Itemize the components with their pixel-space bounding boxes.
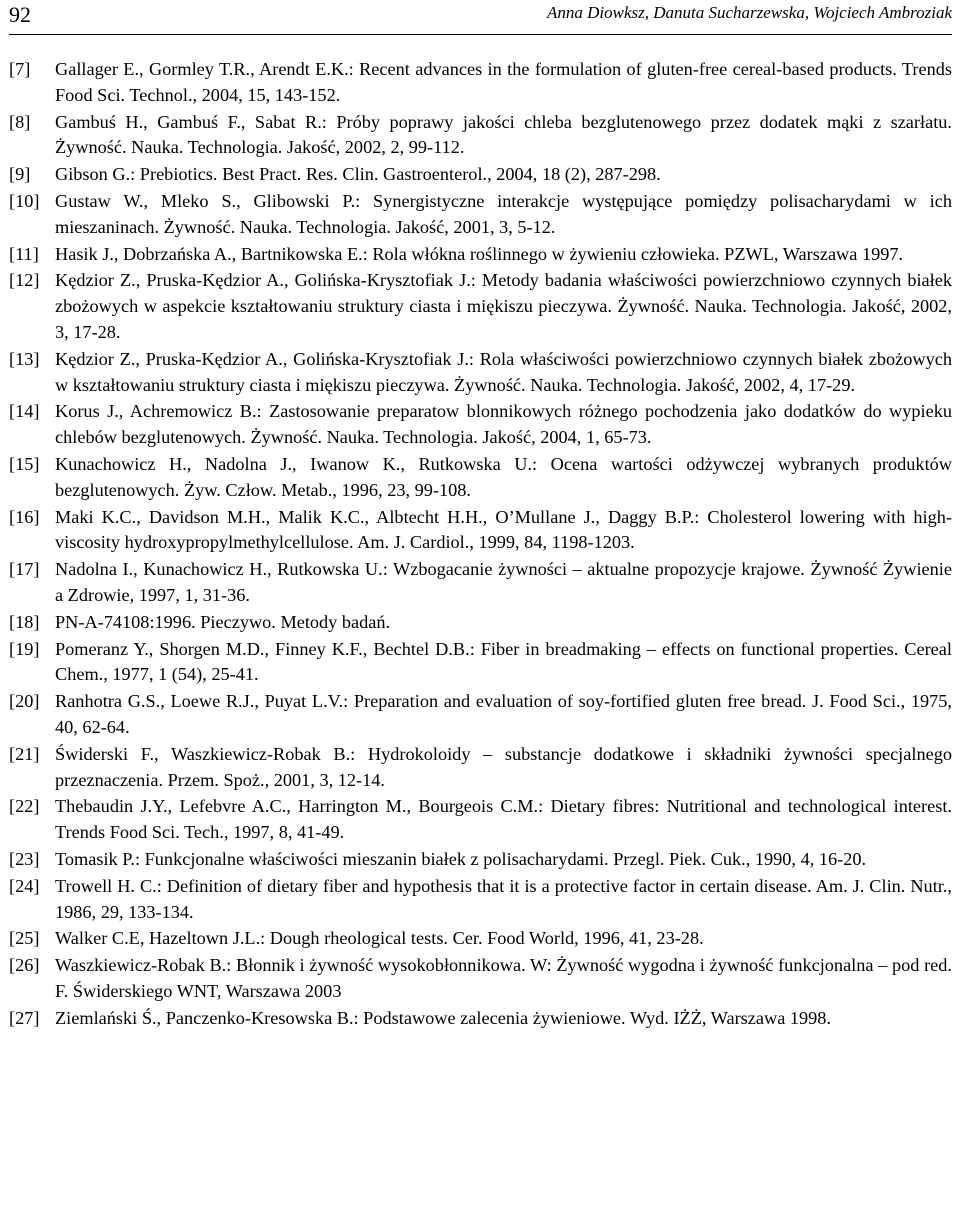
reference-text: Pomeranz Y., Shorgen M.D., Finney K.F., Bechtel D.B.: Fiber in breadmaking – effects on functional properties. Cereal Chem., 1977, 1 (54), 25-41. (55, 638, 952, 685)
reference-number: [14] (9, 401, 40, 422)
reference-text: Maki K.C., Davidson M.H., Malik K.C., Albtecht H.H., O’Mullane J., Daggy B.P.: Cholesterol lowering with high-viscosity hydroxypropylmethylcellulose. Am. J. Cardiol., 1999, 84, 1198-1203. (55, 506, 952, 553)
reference-item (9, 874, 952, 926)
reference-number: [18] (9, 611, 40, 632)
reference-text: Gambuś H., Gambuś F., Sabat R.: Próby poprawy jakości chleba bezglutenowego przez dodatek mąki z szarłatu. Żywność. Nauka. Technologia. Jakość, 2002, 2, 99-112. (55, 111, 952, 158)
reference-number: [21] (9, 743, 40, 764)
running-head-authors: Anna Diowksz, Danuta Sucharzewska, Wojciech Ambroziak (547, 3, 952, 22)
reference-item (9, 242, 952, 268)
reference-number: [12] (9, 270, 40, 291)
reference-text: Kunachowicz H., Nadolna J., Iwanow K., Rutkowska U.: Ocena wartości odżywczej wybranych produktów bezglutenowych. Żyw. Człow. Metab., 1996, 23, 99-108. (55, 453, 952, 500)
reference-item (9, 794, 952, 846)
reference-text: Kędzior Z., Pruska-Kędzior A., Golińska-Krysztofiak J.: Rola właściwości powierzchniowo czynnych białek zbożowych w kształtowaniu struktury ciasta i miękiszu pieczywa. Żywność. Nauka. Technologia. Jakość, 2002, 4, 17-29. (55, 348, 952, 395)
reference-text: Waszkiewicz-Robak B.: Błonnik i żywność wysokobłonnikowa. W: Żywność wygodna i żywność funkcjonalna – pod red. F. Świderskiego WNT, Warszawa 2003 (55, 955, 952, 1001)
reference-item (9, 452, 952, 504)
reference-item (9, 57, 952, 109)
reference-number: [15] (9, 453, 40, 474)
reference-number: [27] (9, 1007, 40, 1028)
reference-text: Gustaw W., Mleko S., Glibowski P.: Synergistyczne interakcje występujące pomiędzy polisacharydami w ich mieszaninach. Żywność. Nauka. Technologia. Jakość, 2001, 3, 5-12. (55, 190, 952, 237)
reference-text: Korus J., Achremowicz B.: Zastosowanie preparatow blonnikowych różnego pochodzenia jako dodatków do wypieku chlebów bezglutenowych. Żywność. Nauka. Technologia. Jakość, 2004, 1, 65-73. (55, 401, 952, 448)
reference-text: Tomasik P.: Funkcjonalne właściwości mieszanin białek z polisacharydami. Przegl. Piek. Cuk., 1990, 4, 16-20. (55, 848, 867, 869)
reference-item (9, 926, 952, 952)
reference-number: [9] (9, 164, 31, 185)
reference-number: [25] (9, 928, 40, 949)
reference-item (9, 505, 952, 557)
reference-number: [23] (9, 848, 40, 869)
reference-text: Gibson G.: Prebiotics. Best Pract. Res. Clin. Gastroenterol., 2004, 18 (2), 287-298. (55, 164, 661, 185)
reference-item (9, 637, 952, 689)
page-header (9, 0, 952, 35)
reference-item (9, 399, 952, 451)
reference-item (9, 689, 952, 741)
reference-text: Walker C.E, Hazeltown J.L.: Dough rheological tests. Cer. Food World, 1996, 41, 23-28. (55, 928, 704, 949)
page-number: 92 (9, 2, 31, 27)
reference-text: Gallager E., Gormley T.R., Arendt E.K.: Recent advances in the formulation of gluten-free cereal-based products. Trends Food Sci. Technol., 2004, 15, 143-152. (55, 59, 952, 105)
reference-item (9, 189, 952, 241)
reference-number: [10] (9, 190, 40, 211)
reference-text: Ziemlański Ś., Panczenko-Kresowska B.: Podstawowe zalecenia żywieniowe. Wyd. IŻŻ, Warszawa 1998. (55, 1007, 832, 1028)
reference-text: Trowell H. C.: Definition of dietary fiber and hypothesis that it is a protective factor in certain disease. Am. J. Clin. Nutr., 1986, 29, 133-134. (55, 875, 952, 922)
reference-text: Hasik J., Dobrzańska A., Bartnikowska E.: Rola włókna roślinnego w żywieniu człowieka. PZWL, Warszawa 1997. (55, 243, 904, 264)
reference-number: [19] (9, 638, 40, 659)
reference-text: Thebaudin J.Y., Lefebvre A.C., Harrington M., Bourgeois C.M.: Dietary fibres: Nutritional and technological interest. Trends Food Sci. Tech., 1997, 8, 41-49. (55, 796, 952, 843)
reference-text: Ranhotra G.S., Loewe R.J., Puyat L.V.: Preparation and evaluation of soy-fortified gluten free bread. J. Food Sci., 1975, 40, 62-64. (55, 691, 952, 737)
reference-item (9, 742, 952, 794)
reference-number: [24] (9, 875, 40, 896)
reference-item (9, 610, 952, 636)
reference-item (9, 953, 952, 1005)
reference-item (9, 347, 952, 399)
reference-item (9, 557, 952, 609)
reference-number: [17] (9, 559, 40, 580)
reference-text: Kędzior Z., Pruska-Kędzior A., Golińska-Krysztofiak J.: Metody badania właściwości powierzchniowo czynnych białek zbożowych w aspekcie kształtowaniu struktury ciasta i miękiszu pieczywa. Żywność. Nauka. Technologia. Jakość, 2002, 3, 17-28. (55, 270, 952, 342)
reference-item (9, 268, 952, 345)
reference-number: [16] (9, 506, 40, 527)
reference-item (9, 110, 952, 162)
reference-list (9, 57, 952, 1031)
reference-number: [20] (9, 691, 40, 712)
reference-number: [7] (9, 59, 31, 79)
reference-number: [26] (9, 955, 40, 976)
reference-number: [11] (9, 243, 39, 264)
reference-item (9, 1006, 952, 1032)
reference-number: [13] (9, 348, 40, 369)
reference-text: PN-A-74108:1996. Pieczywo. Metody badań. (55, 611, 391, 632)
reference-text: Świderski F., Waszkiewicz-Robak B.: Hydrokoloidy – substancje dodatkowe i składniki żywności specjalnego przeznaczenia. Przem. Spoż., 2001, 3, 12-14. (55, 743, 952, 790)
reference-number: [22] (9, 796, 40, 817)
reference-item (9, 162, 952, 188)
reference-text: Nadolna I., Kunachowicz H., Rutkowska U.: Wzbogacanie żywności – aktualne propozycje krajowe. Żywność Żywienie a Zdrowie, 1997, 1, 31-36. (55, 559, 952, 605)
reference-number: [8] (9, 111, 31, 132)
reference-item (9, 847, 952, 873)
